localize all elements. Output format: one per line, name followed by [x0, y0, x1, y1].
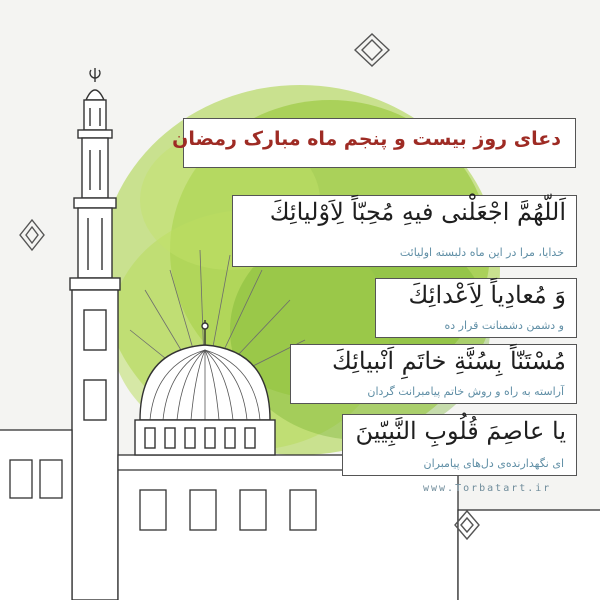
page-title: دعای روز بیست و پنجم ماه مبارک رمضان	[172, 128, 561, 150]
dua-line-3	[290, 344, 577, 404]
persian-translation: و دشمن دشمنانت قرار ده	[444, 319, 564, 332]
minaret	[70, 68, 120, 600]
dua-line-4	[342, 414, 577, 476]
arabic-text: اَللّهُمَّ اجْعَلْنی فیهِ مُحِبّاً لِاَوْلیائِكَ	[269, 198, 566, 226]
title-box	[172, 118, 576, 168]
website-url: www.Torbatart.ir	[423, 483, 552, 494]
dua-line-1	[232, 195, 577, 267]
arabic-text: یا عاصِمَ قُلُوبِ النَّبِیّینَ	[355, 417, 566, 445]
persian-translation: ای نگهدارنده‌ی دل‌های پیامبران	[423, 457, 564, 470]
arabic-text: مُسْتَنّاً بِسُنَّةِ خاتَمِ اَنْبیائِكَ	[332, 347, 566, 375]
dua-line-2	[375, 278, 577, 338]
persian-translation: خدایا، مرا در این ماه دلبسته اولیائت	[399, 246, 564, 259]
persian-translation: آراسته به راه و روش خاتم پیامبرانت گردان	[367, 385, 564, 398]
arabic-text: وَ مُعادِیاً لِاَعْدائِكَ	[408, 281, 566, 309]
